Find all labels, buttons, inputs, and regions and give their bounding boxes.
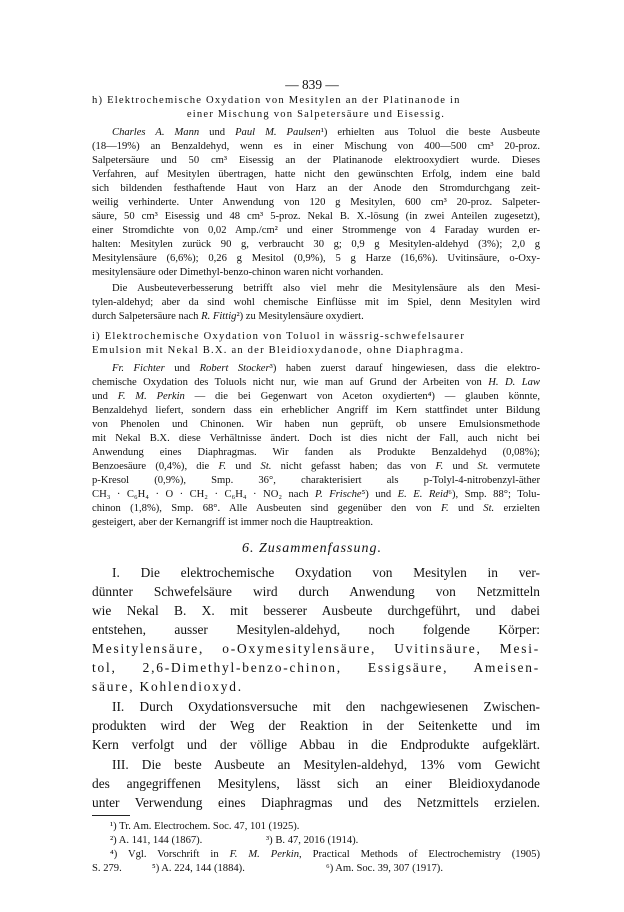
summary-line-9: produkten wird der Weg der Reaktion in der Seitenkette und im — [92, 718, 540, 733]
footnote-5: ⁵) A. 224, 144 (1884). — [152, 863, 245, 874]
author-paulsen: Paul M. Paulsen — [235, 127, 321, 138]
summary-line-13: unter Verwendung eines Diaphragmas und des Netzmittels erzielen. — [92, 795, 540, 810]
section-h-line-6: weilig verhinderte. Unter Anwendung von 120 g Mesitylen, 600 cm³ 20-proz. Salpeter- — [92, 197, 540, 208]
summary-line-3: wie Nekal B. X. mit besserer Ausbeute durchgeführt, und dabei — [92, 603, 540, 618]
section-i-line-4: Benzaldehyd liefert, sondern dass ein erheblicher Angriff im Kern stattfindet unter Bildung — [92, 405, 540, 416]
section-i-line-7: Anwendung eines Diaphragmas. Wir fanden als Produkte Benzaldehyd (0,08%); — [92, 447, 540, 458]
summary-line-2: dünnter Schwefelsäure wird durch Anwendung von Netzmitteln — [92, 584, 540, 599]
author-mann: Charles A. Mann — [112, 127, 200, 138]
summary-line-7: säure, Kohlendioxyd. — [92, 679, 243, 694]
section-i-line-9: p-Kresol (0,9%), Smp. 36°, charakterisiert als p-Tolyl-4-nitrobenzyl-äther — [92, 475, 540, 486]
section-i-line-6: mit Nekal B.X. diese Verhältnisse ändert. Doch ist dies nicht der Fall, auch nicht bei — [92, 433, 540, 444]
section-i-line-3: und F. M. Perkin — die bei Gegenwart von Aceton oxydierten⁴) — glauben könnte, — [92, 391, 541, 402]
author-fittig: R. Fittig — [201, 311, 237, 322]
footnote-3: ³) B. 47, 2016 (1914). — [266, 835, 359, 846]
section-h-line-3: Salpetersäure und 50 cm³ Eisessig an der Platinanode elektrooxydiert wurde. Dieses — [92, 155, 540, 166]
summary-line-8: II. Durch Oxydationsversuche mit den nachgewiesenen Zwischen- — [112, 699, 540, 714]
section-h-line-14: durch Salpetersäure nach R. Fittig²) zu Mesitylensäure oxydiert. — [92, 311, 364, 322]
section-h-line-8: einer Stromdichte von 0,02 Amp./cm² und einer Strommenge von 4 Faraday wurden er- — [92, 225, 540, 236]
summary-line-6: tol, 2,6-Dimethyl-benzo-chinon, Essigsäure, Ameisen- — [92, 660, 540, 675]
page-number: — 839 — — [285, 77, 339, 92]
summary-line-5: Mesitylensäure, o-Oxymesitylensäure, Uvitinsäure, Mesi- — [92, 641, 540, 656]
section-h-title-line2: einer Mischung von Salpetersäure und Eisessig. — [186, 109, 446, 120]
author-perkin: F. M. Perkin — [117, 391, 185, 402]
footnote-rule — [92, 815, 130, 816]
section-i-line-10: CH₃ · C₆H₄ · O · CH₂ · C₆H₄ · NO₂ nach P. Frische⁵) und E. E. Reid⁶), Smp. 88°; Tolu- — [92, 489, 540, 500]
summary-line-10: Kern verfolgt und der völlige Abbau in die Endprodukte aufgeklärt. — [92, 737, 540, 752]
footnote-1: ¹) Tr. Am. Electrochem. Soc. 47, 101 (1925). — [110, 821, 300, 832]
section-h-line-7: säure, 50 cm³ Eisessig und 48 cm³ 5-proz. Nekal B. X.-lösung (in zwei Anteilen zugesetzt), — [92, 211, 540, 222]
author-stocker: Robert Stocker — [199, 363, 270, 374]
author-law: H. D. Law — [488, 377, 540, 388]
section-i-line-8: Benzoesäure (0,4%), die F. und St. nicht gefasst haben; das von F. und St. vermutete — [92, 461, 540, 472]
section-h-line-4: Verfahren, auf Mesitylen übertragen, hatte nicht den gewünschten Erfolg, indem eine bald — [92, 169, 540, 180]
summary-line-4: entstehen, ausser Mesitylen-aldehyd, noch folgende Körper: — [92, 622, 540, 637]
section-h-line-2: (18—19%) an Benzaldehyd, wenn es in einer Mischung von 400—500 cm³ 20-proz. — [92, 141, 540, 152]
section-h-line-11: mesitylensäure oder Dimethyl-benzo-chinon waren nicht vorhanden. — [92, 267, 384, 278]
summary-line-11: III. Die beste Ausbeute an Mesitylen-aldehyd, 13% vom Gewicht — [112, 757, 540, 772]
summary-heading: 6. Zusammenfassung. — [242, 541, 382, 556]
author-fichter: Fr. Fichter — [112, 363, 165, 374]
section-h-title-line1: h) Elektrochemische Oxydation von Mesitylen an der Platinanode in — [92, 95, 461, 106]
section-i-line-11: chinon (1,8%), Smp. 68°. Alle Ausbeuten sind gegenüber den von F. und St. erzielten — [92, 503, 540, 514]
section-i-line-1: Fr. Fichter und Robert Stocker³) haben zuerst darauf hingewiesen, dass die elektro- — [112, 363, 541, 374]
author-frische: P. Frische — [314, 489, 362, 500]
section-i-title-line2: Emulsion mit Nekal B.X. an der Bleidioxydanode, ohne Diaphragma. — [92, 345, 465, 356]
footnote-2: ²) A. 141, 144 (1867). — [110, 835, 203, 846]
section-i-line-12: gesteigert, aber der Kernangriff ist immer noch die Hauptreaktion. — [92, 517, 374, 528]
section-h-line-5: sich bildenden festhaftende Haut von Harz an der Anode den Stromdurchgang zeit- — [92, 183, 540, 194]
footnote-4: ⁴) Vgl. Vorschrift in F. M. Perkin, Practical Methods of Electrochemistry (1905) — [110, 849, 540, 860]
section-i-line-5: von Phenolen und Chinonen. Wir haben nun geprüft, ob unsere Emulsionsmethode — [92, 419, 540, 430]
author-reid: E. E. Reid — [397, 489, 449, 500]
section-h-line-9: halten: Mesitylen zurück 90 g, verbraucht 30 g; 0,9 g Mesitylen-aldehyd (3%); 2,0 g — [92, 239, 540, 250]
section-h-line-12: Die Ausbeuteverbesserung betrifft also viel mehr die Mesitylensäure als den Mesi- — [112, 283, 540, 294]
section-h-line-1: Charles A. Mann und Paul M. Paulsen¹) erhielten aus Toluol die beste Ausbeute — [112, 127, 540, 138]
footnote-4-cont: S. 279. — [92, 863, 122, 874]
section-h-line-10: Mesitylensäure (6,6%); 0,26 g Mesitol (0,9%), 5 g Harze (16,6%). Uvitinsäure, o-Oxy- — [92, 253, 540, 264]
section-i-line-2: chemische Oxydation des Toluols nicht nur, wie man auf Grund der Arbeiten von H. D. Law — [92, 377, 540, 388]
summary-line-1: I. Die elektrochemische Oxydation von Mesitylen in ver- — [112, 565, 540, 580]
footnote-6: ⁶) Am. Soc. 39, 307 (1917). — [326, 863, 443, 874]
section-i-title-line1: i) Elektrochemische Oxydation von Toluol in wässrig-schwefelsaurer — [92, 331, 466, 342]
section-h-line-13: tylen-aldehyd; aber da sind wohl chemische Einflüsse mit im Spiel, denn Mesitylen wird — [92, 297, 540, 308]
summary-line-12: des angegriffenen Mesitylens, lässt sich an einer Bleidioxydanode — [92, 776, 540, 791]
